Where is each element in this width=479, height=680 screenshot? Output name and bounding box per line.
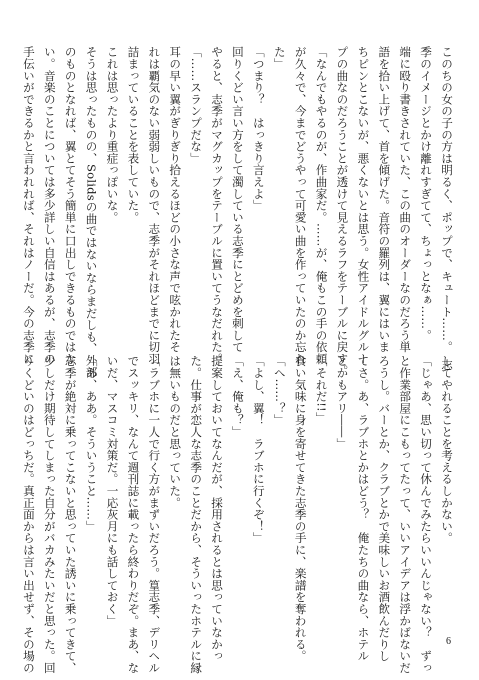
- text-line: でスッキリ、なんて週刊誌に載ったら終わりだぞ。まあ、な: [126, 355, 141, 674]
- text-line: 「それだ!!」: [314, 355, 329, 424]
- text-line: りくどいのはどっちだ。真正面からは言い出せず、その場の: [21, 355, 36, 674]
- text-line: のものとなれば、翼とてそう簡単に口出しできるものではな: [63, 46, 78, 365]
- text-line: 季のイメージとかけ離れすぎてて、ちょっとなぁ……。: [419, 46, 434, 341]
- text-line: 「へ……？」: [272, 355, 287, 426]
- text-line: ちピンとこないが、悪くないとは思う。女性アイドルグルー: [356, 46, 371, 365]
- text-line: た。仕事が恋人な志季のことだから、そういったホテルに縁: [189, 355, 204, 674]
- text-line: が久々で、今までどうやって可愛い曲を作っていたのか忘れ: [293, 46, 308, 365]
- text-line: 「なんでもやるのが、作曲家だ。……が、俺もこの手の依頼: [314, 46, 329, 365]
- text-line: は無いものだと思っていた。: [168, 355, 183, 509]
- text-line: い。音楽のことについては多少詳しい自信はあるが、志季の: [42, 46, 57, 365]
- text-line: 手伝いができるかと言われれば、それはノーだ。今の志季に: [21, 46, 36, 365]
- text-line: と作業部屋にこもってたって、いいアイデアは浮かばないだ: [398, 355, 413, 674]
- text-line: 少しだけ期待してしまった自分がバカみたいだと思った。回: [42, 355, 57, 674]
- text-line: 「よし、翼！ ラブホに行くぞ！」: [251, 355, 266, 544]
- text-line: れは覇気のない弱弱しいもので、志季がそれほどまでに切羽: [147, 46, 162, 365]
- page-number: 6: [446, 636, 451, 647]
- text-line: てさ。あ、ラブホとかはどう？ 俺たちの曲なら、ホテル: [356, 355, 371, 662]
- text-line: いだ、マスコミ対策だ。一応灰月にも話しておく」: [105, 355, 120, 627]
- text-line: そうは思ったものの、Solidsの曲ではないならまだしも、外部: [84, 46, 99, 378]
- text-line: ろうし。バーとか、クラブとかで美味しいお酒飲んだりし: [377, 355, 392, 662]
- upper-text-column: [21, 46, 457, 378]
- text-line: 志季が絶対に乗ってこないと思っていた誘いに乗ってきて、: [63, 355, 78, 674]
- text-line: 回りくどい言い方をして濁している志季にとどめを刺して: [230, 46, 245, 353]
- text-line: とかもアリ――」: [335, 355, 350, 450]
- text-line: これは思ったより重症っぽいな。: [105, 46, 120, 223]
- text-line: 「あ、ああ。そういうこと……」: [84, 355, 99, 532]
- text-line: やると、志季がマグカップをテーブルに置いてうなだれた。: [210, 46, 225, 365]
- text-line: 「え、俺も？」: [230, 355, 245, 438]
- text-line: 提案しておいてなんだが、採用されるとは思っていなかっ: [210, 355, 225, 662]
- text-line: 詰まっていることを表していた。: [126, 46, 141, 223]
- text-line: このちの女の子の方は明るく、ポップで、キュート……。 志: [440, 46, 454, 371]
- text-line: プの曲なのだろうことが透けて見えるラフをテーブルに戻す。: [335, 46, 350, 377]
- text-line: 食い気味に身を寄せてきた志季の手に、楽譜を奪われる。: [293, 355, 308, 662]
- text-line: た」: [272, 46, 287, 70]
- text-line: 語を拾い上げて、首を傾げた。音符の羅列は、翼にはいま: [377, 46, 392, 353]
- text-line: 端に殴り書きされていた、この曲のオーダーなのだろう単: [398, 46, 413, 353]
- text-line: 「ラブホに一人で行く方がまずいだろう。篁志季、デリヘル: [147, 355, 162, 674]
- text-line: 「じゃあ、思い切って休んでみたらいいんじゃない？ ずっ: [419, 355, 434, 674]
- text-line: 耳の早い翼がぎりぎり拾えるほどの小さな声で呟かれたそ: [168, 46, 183, 353]
- text-line: 「……スランプだな」: [189, 46, 204, 164]
- text-line: 「つまり？ はっきり言えよ」: [251, 46, 266, 212]
- lower-text-column: [21, 355, 457, 674]
- text-line: してやれることを考えるしかない。: [440, 355, 454, 544]
